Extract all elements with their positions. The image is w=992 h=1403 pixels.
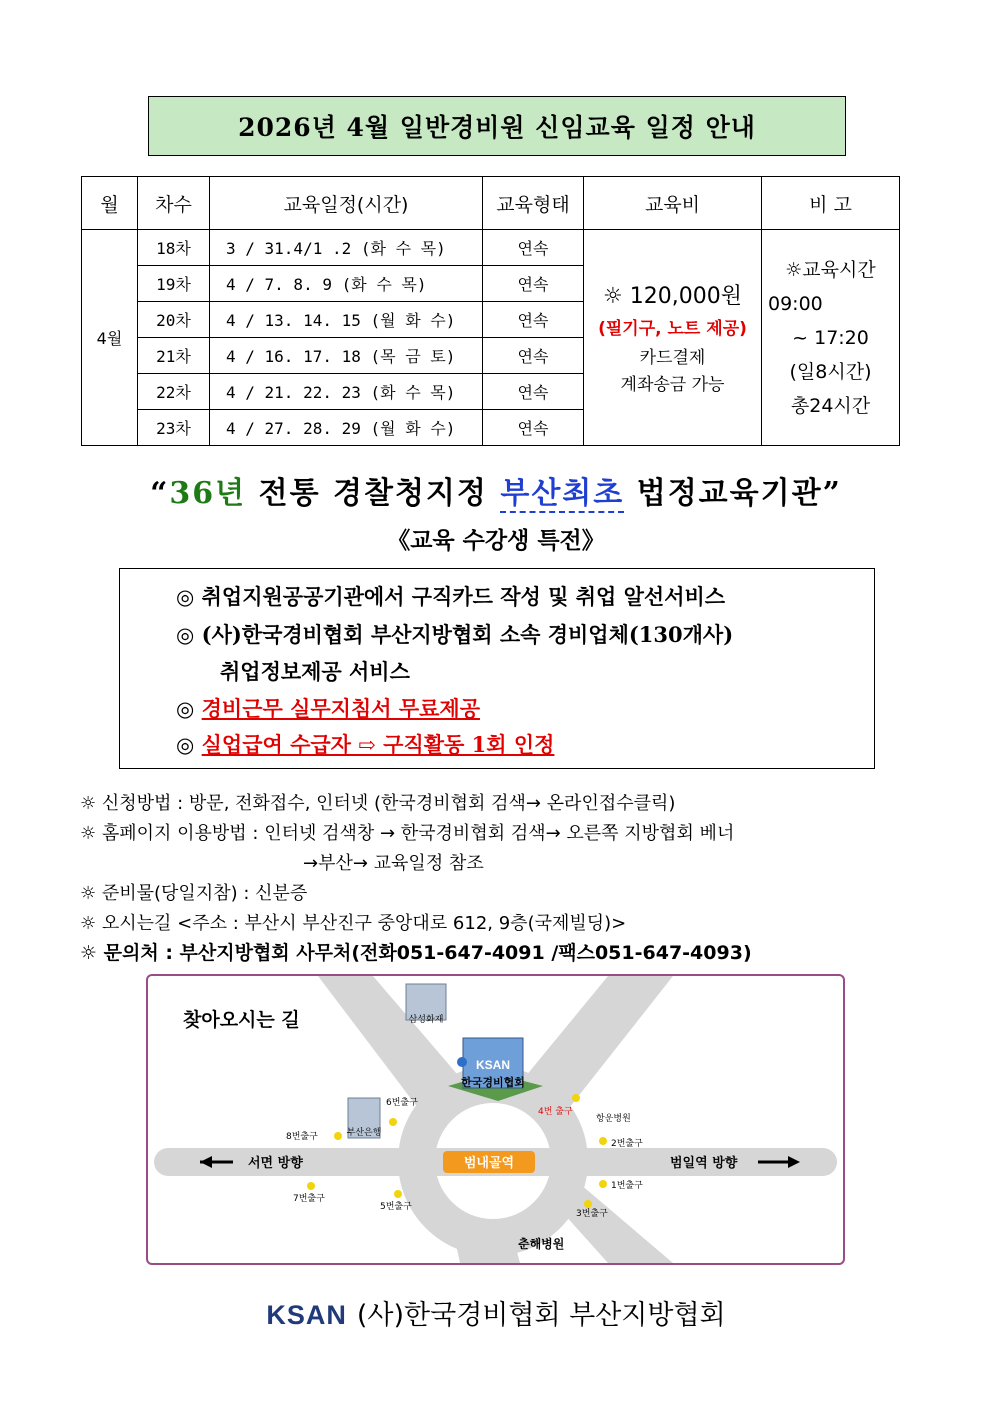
schedule-cell: 4 / 13. 14. 15 (월 화 수) bbox=[210, 302, 483, 338]
benefit-item-red bbox=[176, 729, 554, 759]
benefit-item-red bbox=[176, 693, 480, 723]
benefit-mark: ◎ bbox=[176, 732, 202, 757]
exit-label: 5번출구 bbox=[380, 1202, 412, 1212]
schedule-table bbox=[81, 176, 900, 446]
slogan-end: 법정교육기관” bbox=[624, 476, 842, 511]
remarks-line: ~ 17:20 bbox=[792, 326, 869, 349]
slogan-years: 36년 bbox=[169, 476, 247, 511]
ksan-building-label: 한국경비협회 bbox=[461, 1076, 525, 1089]
info-directions: ☼ 오시는길 <주소 : 부산시 부산진구 중앙대로 612, 9층(국제빌딩)> bbox=[80, 913, 627, 934]
remarks-cell bbox=[762, 230, 900, 446]
station-label: 범내골역 bbox=[463, 1156, 515, 1171]
round-cell: 21차 bbox=[138, 338, 210, 374]
exit-label: 4번 출구 bbox=[538, 1107, 573, 1117]
round-cell: 18차 bbox=[138, 230, 210, 266]
exit-label: 6번출구 bbox=[386, 1098, 418, 1108]
fee-card: 카드결제 bbox=[639, 347, 706, 368]
type-cell: 연속 bbox=[483, 410, 584, 446]
type-cell: 연속 bbox=[483, 266, 584, 302]
bank-label: 부산은행 bbox=[346, 1128, 382, 1138]
info-supplies: ☼ 준비물(당일지참) : 신분증 bbox=[80, 883, 308, 904]
type-cell: 연속 bbox=[483, 230, 584, 266]
header-type: 교육형태 bbox=[483, 177, 584, 230]
round-cell: 23차 bbox=[138, 410, 210, 446]
exit-label: 3번출구 bbox=[576, 1209, 608, 1219]
footer bbox=[0, 1293, 992, 1332]
insurance-building-label: 삼성화재 bbox=[408, 1015, 444, 1025]
benefit-red-text: 실업급여 수급자 ⇨ 구직활동 1회 인정 bbox=[201, 732, 555, 757]
type-cell: 연속 bbox=[483, 374, 584, 410]
map-title: 찾아오시는 길 bbox=[183, 1009, 300, 1031]
right-direction: 범일역 방향 bbox=[670, 1156, 738, 1171]
round-cell: 20차 bbox=[138, 302, 210, 338]
page-title: 2026년 4월 일반경비원 신임교육 일정 안내 bbox=[148, 96, 846, 156]
fee-cell bbox=[584, 230, 762, 446]
exit-label: 1번출구 bbox=[611, 1181, 643, 1191]
header-round: 차수 bbox=[138, 177, 210, 230]
left-direction: 서면 방향 bbox=[248, 1156, 303, 1171]
exit-label: 7번출구 bbox=[293, 1194, 325, 1204]
ksan-logo: KSAN bbox=[266, 1300, 347, 1330]
info-apply: ☼ 신청방법 : 방문, 전화접수, 인터넷 (한국경비협회 검색→ 온라인접수클릭) bbox=[80, 793, 676, 814]
info-homepage-continued: →부산→ 교육일정 참조 bbox=[303, 853, 484, 874]
info-homepage: ☼ 홈페이지 이용방법 : 인터넷 검색창 → 한국경비협회 검색→ 오른쪽 지방협회 베너 bbox=[80, 823, 735, 844]
header-month: 월 bbox=[82, 177, 138, 230]
benefits-title: 《교육 수강생 특전》 bbox=[387, 528, 605, 554]
remarks-line: 총24시간 bbox=[790, 394, 871, 417]
benefit-item-continued: 취업정보제공 서비스 bbox=[220, 659, 410, 684]
map-drawing bbox=[148, 976, 843, 1263]
round-cell: 19차 bbox=[138, 266, 210, 302]
type-cell: 연속 bbox=[483, 338, 584, 374]
benefit-mark: ◎ bbox=[176, 696, 202, 721]
schedule-cell: 4 / 21. 22. 23 (화 수 목) bbox=[210, 374, 483, 410]
slogan-middle: 전통 경찰청지정 bbox=[246, 476, 501, 511]
schedule-cell: 4 / 7. 8. 9 (화 수 목) bbox=[210, 266, 483, 302]
schedule-cell: 4 / 27. 28. 29 (월 화 수) bbox=[210, 410, 483, 446]
slogan-open-quote: “ bbox=[150, 476, 170, 511]
hospital-bottom-label: 춘해병원 bbox=[518, 1237, 565, 1251]
benefit-item: ◎ 취업지원공공기관에서 구직카드 작성 및 취업 알선서비스 bbox=[176, 584, 726, 609]
directions-map bbox=[146, 974, 845, 1265]
fee-price: ☼ 120,000원 bbox=[603, 283, 742, 309]
schedule-cell: 3 / 31.4/1 .2 (화 수 목) bbox=[210, 230, 483, 266]
fee-note: (필기구, 노트 제공) bbox=[598, 318, 747, 339]
remarks-line: (일8시간) bbox=[789, 360, 872, 383]
type-cell: 연속 bbox=[483, 302, 584, 338]
remarks-line: 09:00 bbox=[768, 292, 823, 315]
benefit-red-text: 경비근무 실무지침서 무료제공 bbox=[201, 696, 480, 721]
schedule-cell: 4 / 16. 17. 18 (목 금 토) bbox=[210, 338, 483, 374]
header-fee: 교육비 bbox=[584, 177, 762, 230]
table-header-row bbox=[82, 177, 900, 230]
header-schedule: 교육일정(시간) bbox=[210, 177, 483, 230]
month-cell: 4월 bbox=[82, 230, 138, 446]
exit-label: 2번출구 bbox=[611, 1139, 643, 1149]
table-row bbox=[82, 230, 900, 266]
footer-org-name: (사)한국경비협회 부산지방협회 bbox=[356, 1300, 726, 1331]
slogan-highlight: 부산최초 bbox=[500, 476, 625, 511]
ksan-label: KSAN bbox=[475, 1058, 511, 1072]
info-contact: ☼ 문의처 : 부산지방협회 사무처(전화051-647-4091 /팩스051-647-4093) bbox=[80, 942, 752, 964]
exit-label: 8번출구 bbox=[286, 1132, 318, 1142]
round-cell: 22차 bbox=[138, 374, 210, 410]
fee-transfer: 계좌송금 가능 bbox=[620, 374, 725, 395]
benefit-item: ◎ (사)한국경비협회 부산지방협회 소속 경비업체(130개사) bbox=[176, 622, 734, 647]
header-remarks: 비 고 bbox=[762, 177, 900, 230]
remarks-line: ☼교육시간 bbox=[785, 258, 876, 281]
hospital-top-label: 항운병원 bbox=[596, 1114, 631, 1124]
benefits-box bbox=[119, 568, 875, 769]
slogan bbox=[0, 468, 992, 512]
